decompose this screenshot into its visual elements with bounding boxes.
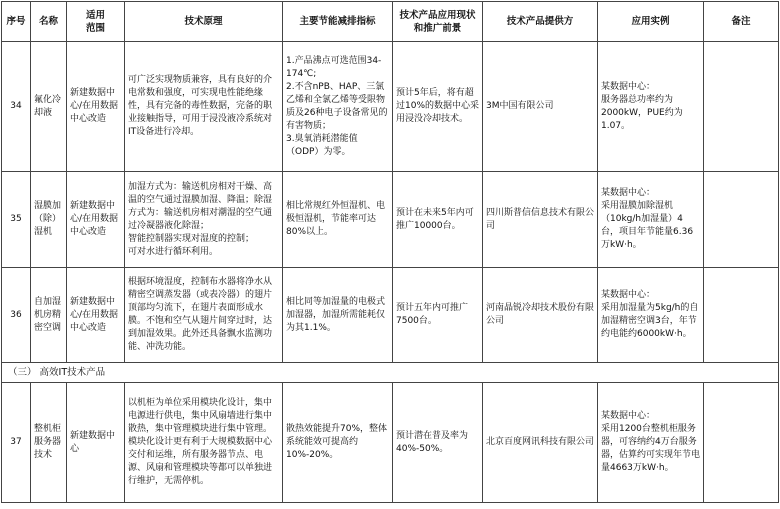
header-row <box>2 2 779 42</box>
cell-scope: 新建数据中心/在用数据中心改造 <box>67 42 125 172</box>
cell-principle: 以机柜为单位采用模块化设计，集中电源进行供电，集中风扇墙进行集中散热，集中管理模块进行集中管理。模块化设计更有利于大规模数据中心交付和运维，所有服务器节点、电源、风扇和管理模块等都可以单独进行维护，无需停机。 <box>125 383 283 503</box>
header-scope-text: 适用 范围 <box>85 9 105 34</box>
cell-scope: 新建数据中心/在用数据中心改造 <box>67 172 125 268</box>
cell-case <box>598 268 704 363</box>
cell-case-text: 某数据中心： 服务器总功率约为2000kW，PUE约为1.07。 <box>601 81 683 131</box>
cell-status: 预计5年后，将有超过10%的数据中心采用浸没冷却技术。 <box>393 42 483 172</box>
cell-name: 氟化冷却液 <box>31 42 67 172</box>
cell-remark <box>704 268 779 363</box>
cell-case <box>598 172 704 268</box>
header-scope <box>67 2 125 42</box>
cell-name: 自加湿机房精密空调 <box>31 268 67 363</box>
cell-seq: 34 <box>2 42 31 172</box>
header-name: 名称 <box>31 2 67 42</box>
cell-case-text: 某数据中心： 采用1200台整机柜服务器，可容纳约4万台服务器，估算约可实现年节电量4663万kW·h。 <box>601 411 701 473</box>
section-title: （三） 高效IT技术产品 <box>2 363 779 383</box>
header-status-text: 技术产品应用现状 和推广前景 <box>399 9 476 34</box>
cell-provider: 河南晶锐冷却技术股份有限公司 <box>483 268 598 363</box>
cell-status: 预计在未来5年内可推广10000台。 <box>393 172 483 268</box>
cell-case-text: 某数据中心： 采用湿膜加除湿机（10kg/h加湿量）4台，项目年节能量6.36万kW·h。 <box>601 188 694 250</box>
header-case: 应用实例 <box>598 2 704 42</box>
table-row <box>2 268 779 363</box>
cell-case <box>598 42 704 172</box>
cell-principle <box>125 172 283 268</box>
section-row <box>2 363 779 383</box>
table-row <box>2 383 779 503</box>
cell-status: 预计五年内可推广7500台。 <box>393 268 483 363</box>
table-row <box>2 42 779 172</box>
tech-catalog-table <box>1 1 779 503</box>
cell-indicators <box>283 42 393 172</box>
cell-name: 湿膜加（除）湿机 <box>31 172 67 268</box>
cell-case <box>598 383 704 503</box>
header-provider: 技术产品提供方 <box>483 2 598 42</box>
cell-provider: 北京百度网讯科技有限公司 <box>483 383 598 503</box>
cell-principle: 根据环境湿度，控制布水器将净水从精密空调蒸发器（或表冷器）的翅片顶部均匀流下，在翅片表面形成水膜。不饱和空气从翅片间穿过时，达到加湿效果。此外还具备飘水监测功能、冲洗功能。 <box>125 268 283 363</box>
cell-seq: 36 <box>2 268 31 363</box>
cell-seq: 37 <box>2 383 31 503</box>
cell-indicators: 散热效能提升70%，整体系统能效可提高约10%-20%。 <box>283 383 393 503</box>
cell-case-text: 某数据中心： 采用加湿量为5kg/h的自加湿精密空调3台，年节约电能约6000kW·h。 <box>601 290 699 339</box>
cell-scope: 新建数据中心/在用数据中心改造 <box>67 268 125 363</box>
cell-provider: 3M中国有限公司 <box>483 42 598 172</box>
cell-principle-text: 加湿方式为：输送机房相对干燥、高温的空气通过湿膜加湿、降温；除湿方式为：输送机房相对潮湿的空气通过冷凝器液化除湿； 智能控制器实现对湿度的控制； 可对水进行循环利用。 <box>128 181 273 257</box>
cell-provider: 四川斯普信信息技术有限公司 <box>483 172 598 268</box>
header-seq: 序号 <box>2 2 31 42</box>
cell-indicators-text: 1.产品沸点可选范围34-174℃; 2.不含nPB、HAP、三氯乙烯和全氯乙烯等受限物质及26种电子设备常见的有害物质； 3.臭氧消耗潜能值（ODP）为零。 <box>286 55 388 157</box>
cell-remark <box>704 42 779 172</box>
cell-name: 整机柜服务器技术 <box>31 383 67 503</box>
cell-scope: 新建数据中心 <box>67 383 125 503</box>
table-row <box>2 172 779 268</box>
header-status <box>393 2 483 42</box>
cell-seq: 35 <box>2 172 31 268</box>
header-remark: 备注 <box>704 2 779 42</box>
cell-remark <box>704 383 779 503</box>
cell-indicators: 相比常规红外恒湿机、电极恒湿机，节能率可达80%以上。 <box>283 172 393 268</box>
cell-status: 预计潜在普及率为40%-50%。 <box>393 383 483 503</box>
cell-remark <box>704 172 779 268</box>
header-indicators: 主要节能减排指标 <box>283 2 393 42</box>
cell-indicators: 相比同等加湿量的电极式加湿器，加湿所需能耗仅为其1.1%。 <box>283 268 393 363</box>
cell-principle: 可广泛实现物质兼容，具有良好的介电常数和强度，可实现电性能绝缘性，具有完备的毒性数据，完备的职业接触指导，可用于浸没液冷系统对IT设备进行冷却。 <box>125 42 283 172</box>
header-principle: 技术原理 <box>125 2 283 42</box>
